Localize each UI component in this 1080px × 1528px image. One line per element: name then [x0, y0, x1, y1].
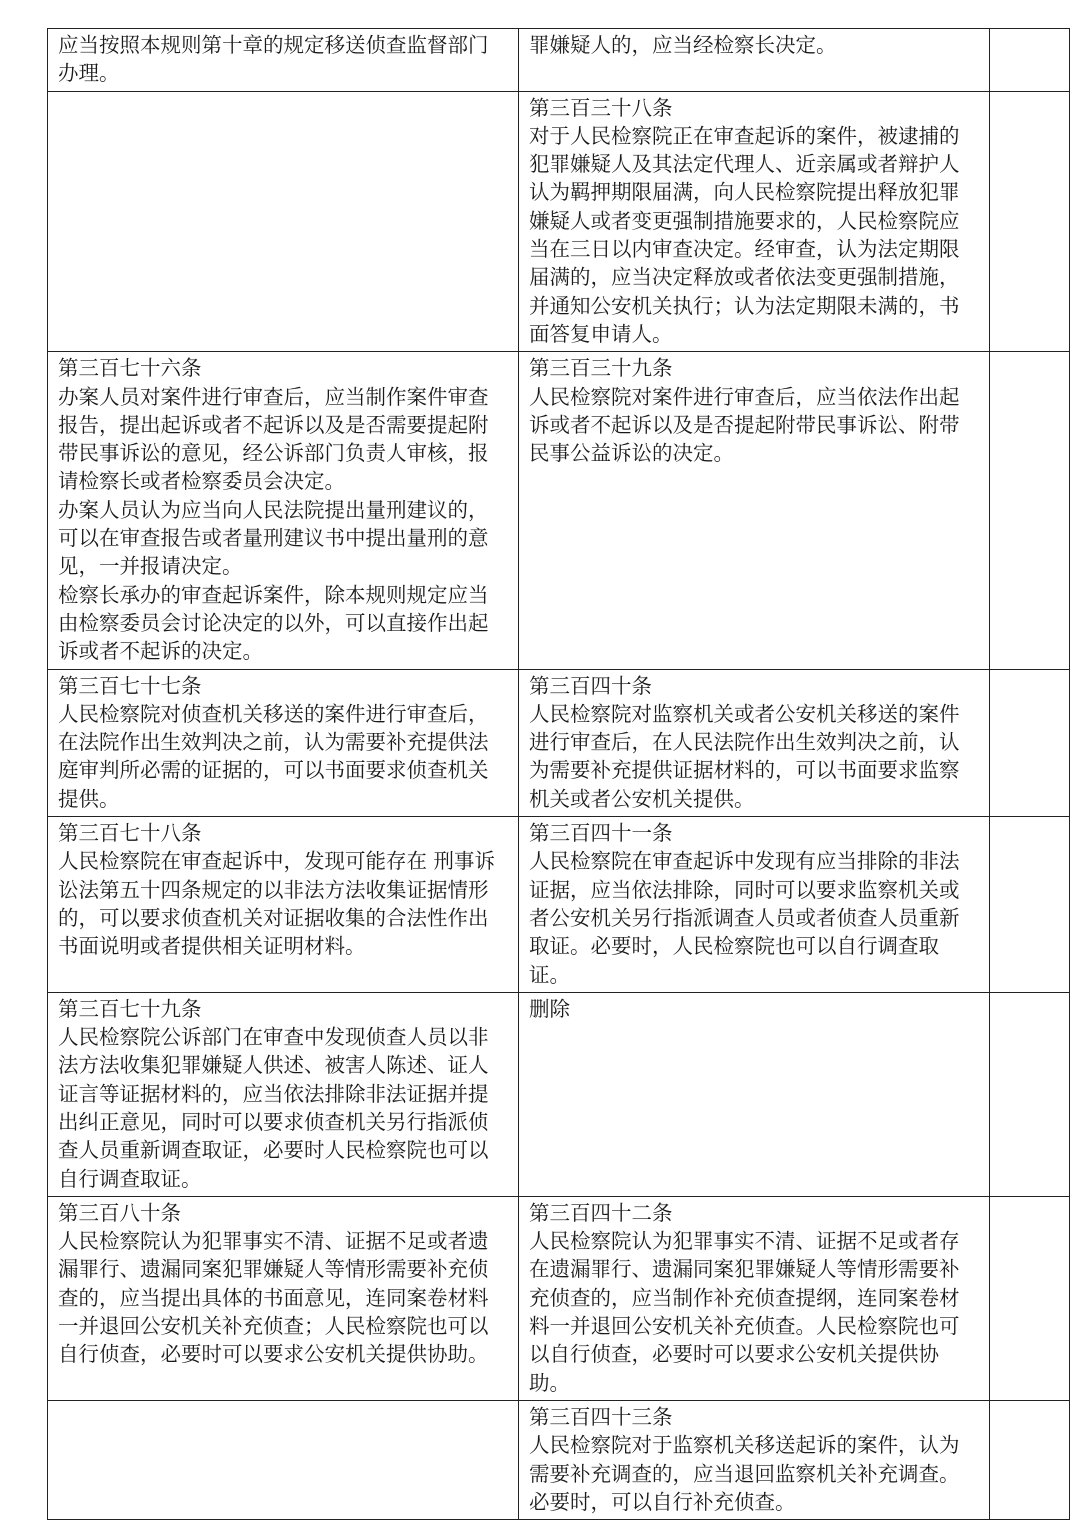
note-cell [990, 1400, 1070, 1519]
article-title: 第三百四十三条 [529, 1404, 673, 1429]
new-text-cell [519, 817, 990, 993]
new-text-cell [519, 1400, 990, 1519]
article-title: 第三百四十一条 [529, 821, 673, 846]
table-row [48, 352, 1070, 669]
table-row [48, 29, 1070, 92]
article-paragraph: 办案人员认为应当向人民法院提出量刑建议的，可以在审查报告或者量刑建议书中提出量刑的意见，一并报请决定。 [58, 497, 489, 579]
article-title: 删除 [529, 996, 570, 1021]
old-text-cell [48, 91, 519, 352]
note-cell [990, 817, 1070, 993]
article-paragraph: 人民检察院对侦查机关移送的案件进行审查后，在法院作出生效判决之前，认为需要补充提供法庭审判所必需的证据的，可以书面要求侦查机关提供。 [58, 701, 489, 811]
new-text-cell [519, 352, 990, 669]
article-title: 第三百七十七条 [58, 673, 202, 698]
article-paragraph: 人民检察院认为犯罪事实不清、证据不足或者遗漏罪行、遗漏同案犯罪嫌疑人等情形需要补充侦查的，应当提出具体的书面意见，连同案卷材料一并退回公安机关补充侦查；人民检察院也可以自行侦查，必要时可以要求公安机关提供协助。 [58, 1229, 489, 1367]
article-paragraph: 人民检察院在审查起诉中，发现可能存在 刑事诉讼法第五十四条规定的以非法方法收集证据情形的，可以要求侦查机关对证据收集的合法性作出书面说明或者提供相关证明材料。 [58, 849, 496, 959]
article-title: 第三百七十八条 [58, 821, 202, 846]
article-paragraph: 检察长承办的审查起诉案件，除本规则规定应当由检察委员会讨论决定的以外，可以直接作出起诉或者不起诉的决定。 [58, 582, 489, 664]
old-text-cell [48, 1196, 519, 1400]
table-row [48, 1400, 1070, 1519]
new-text-cell [519, 992, 990, 1196]
new-text-cell [519, 1196, 990, 1400]
article-title: 第三百七十九条 [58, 996, 202, 1021]
old-text-cell [48, 1400, 519, 1519]
article-paragraph: 对于人民检察院正在审查起诉的案件，被逮捕的犯罪嫌疑人及其法定代理人、近亲属或者辩护人认为羁押期限届满，向人民检察院提出释放犯罪嫌疑人或者变更强制措施要求的，人民检察院应当在三日以内审查决定。经审查，认为法定期限届满的，应当决定释放或者依法变更强制措施，并通知公安机关执行；认为法定期限未满的，书面答复申请人。 [529, 123, 960, 346]
new-text-cell [519, 669, 990, 816]
new-text-cell [519, 91, 990, 352]
article-title: 第三百三十九条 [529, 356, 673, 381]
article-title: 第三百七十六条 [58, 356, 202, 381]
new-text-cell [519, 29, 990, 92]
old-text-cell [48, 817, 519, 993]
note-cell [990, 1196, 1070, 1400]
note-cell [990, 992, 1070, 1196]
note-cell [990, 352, 1070, 669]
article-paragraph: 人民检察院对案件进行审查后，应当依法作出起诉或者不起诉以及是否提起附带民事诉讼、附带民事公益诉讼的决定。 [529, 384, 960, 466]
old-text-cell [48, 992, 519, 1196]
comparison-table [47, 28, 1070, 1520]
old-text-cell [48, 352, 519, 669]
note-cell [990, 91, 1070, 352]
note-cell [990, 29, 1070, 92]
old-text-cell [48, 669, 519, 816]
article-paragraph: 人民检察院认为犯罪事实不清、证据不足或者存在遗漏罪行、遗漏同案犯罪嫌疑人等情形需要补充侦查的，应当制作补充侦查提纲，连同案卷材料一并退回公安机关补充侦查。人民检察院也可以自行侦查，必要时可以要求公安机关提供协助。 [529, 1229, 960, 1395]
article-paragraph: 人民检察院对监察机关或者公安机关移送的案件进行审查后，在人民法院作出生效判决之前，认为需要补充提供证据材料的，可以书面要求监察机关或者公安机关提供。 [529, 701, 960, 811]
table-row [48, 91, 1070, 352]
table-row [48, 1196, 1070, 1400]
article-paragraph: 人民检察院在审查起诉中发现有应当排除的非法证据，应当依法排除，同时可以要求监察机关或者公安机关另行指派调查人员或者侦查人员重新取证。必要时，人民检察院也可以自行调查取证。 [529, 849, 960, 987]
article-paragraph: 罪嫌疑人的，应当经检察长决定。 [529, 33, 837, 57]
note-cell [990, 669, 1070, 816]
article-title: 第三百四十二条 [529, 1200, 673, 1225]
article-paragraph: 人民检察院对于监察机关移送起诉的案件，认为需要补充调查的，应当退回监察机关补充调查。必要时，可以自行补充侦查。 [529, 1433, 960, 1514]
article-title: 第三百四十条 [529, 673, 652, 698]
article-title: 第三百八十条 [58, 1200, 181, 1225]
article-paragraph: 人民检察院公诉部门在审查中发现侦查人员以非法方法收集犯罪嫌疑人供述、被害人陈述、证人证言等证据材料的，应当依法排除非法证据并提出纠正意见，同时可以要求侦查机关另行指派侦查人员重新调查取证，必要时人民检察院也可以自行调查取证。 [58, 1025, 489, 1191]
table-row [48, 669, 1070, 816]
article-paragraph: 应当按照本规则第十章的规定移送侦查监督部门办理。 [58, 33, 489, 86]
article-paragraph: 办案人员对案件进行审查后，应当制作案件审查报告，提出起诉或者不起诉以及是否需要提起附带民事诉讼的意见，经公诉部门负责人审核，报请检察长或者检察委员会决定。 [58, 384, 489, 494]
article-title: 第三百三十八条 [529, 95, 673, 120]
table-row [48, 817, 1070, 993]
old-text-cell [48, 29, 519, 92]
table-row [48, 992, 1070, 1196]
